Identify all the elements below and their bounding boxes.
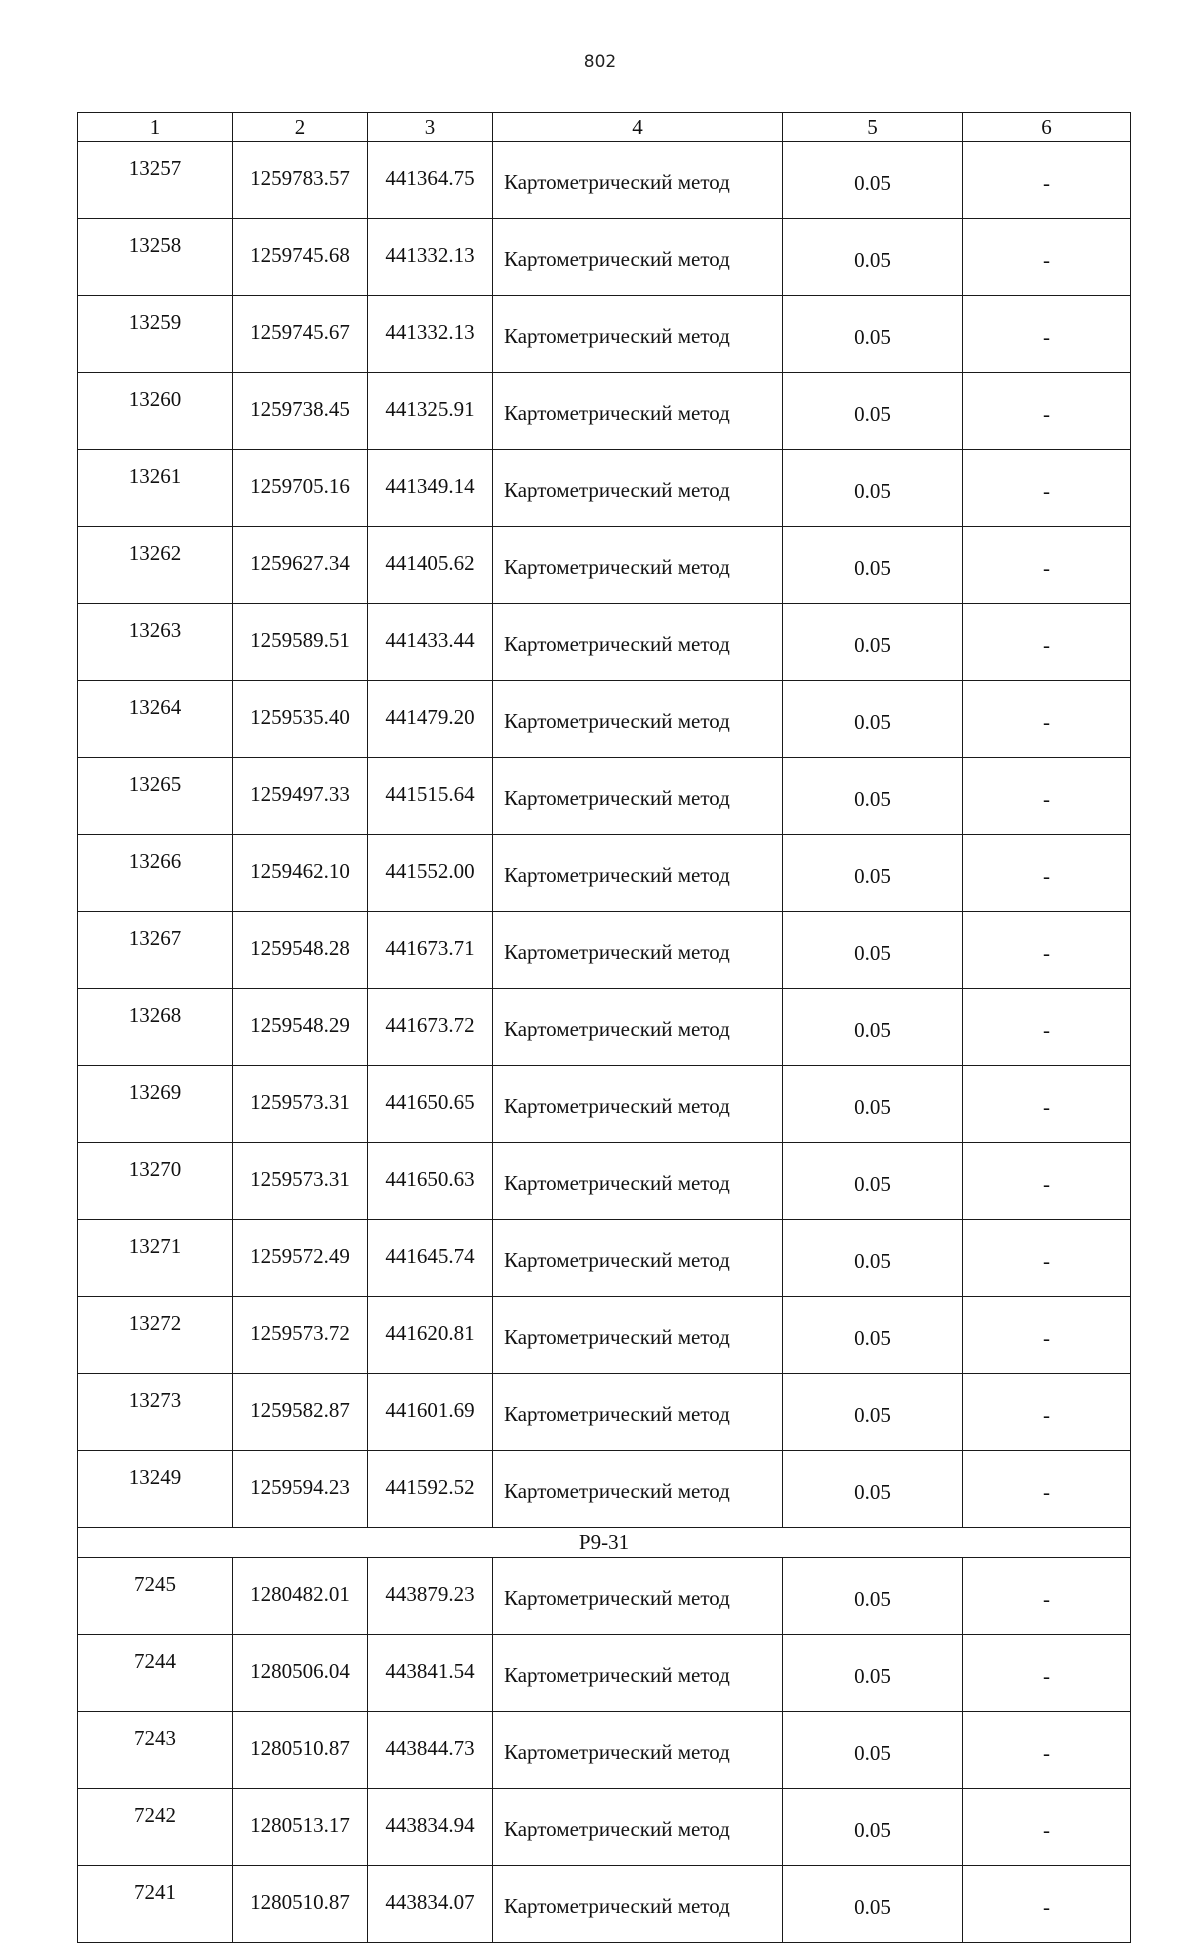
x-coordinate-cell: 1259594.23	[233, 1451, 368, 1528]
table-row	[78, 219, 1131, 296]
x-coordinate-cell: 1259462.10	[233, 835, 368, 912]
point-number-cell: 13270	[78, 1143, 233, 1220]
method-cell: Картометрический метод	[493, 142, 783, 219]
point-number-cell: 13266	[78, 835, 233, 912]
y-coordinate-cell: 441552.00	[368, 835, 493, 912]
table-row	[78, 1066, 1131, 1143]
point-number-cell: 13267	[78, 912, 233, 989]
point-number-cell: 7245	[78, 1558, 233, 1635]
table-row	[78, 681, 1131, 758]
header-cell-4: 4	[493, 113, 783, 142]
table-row	[78, 989, 1131, 1066]
point-number-cell: 13271	[78, 1220, 233, 1297]
method-cell: Картометрический метод	[493, 1374, 783, 1451]
notes-cell: -	[963, 604, 1131, 681]
table-row	[78, 1712, 1131, 1789]
x-coordinate-cell: 1259572.49	[233, 1220, 368, 1297]
x-coordinate-cell: 1259535.40	[233, 681, 368, 758]
x-coordinate-cell: 1259738.45	[233, 373, 368, 450]
y-coordinate-cell: 441673.72	[368, 989, 493, 1066]
y-coordinate-cell: 441592.52	[368, 1451, 493, 1528]
notes-cell: -	[963, 1712, 1131, 1789]
y-coordinate-cell: 441650.65	[368, 1066, 493, 1143]
x-coordinate-cell: 1259548.28	[233, 912, 368, 989]
point-number-cell: 13259	[78, 296, 233, 373]
x-coordinate-cell: 1259573.31	[233, 1066, 368, 1143]
accuracy-cell: 0.05	[783, 758, 963, 835]
accuracy-cell: 0.05	[783, 1374, 963, 1451]
method-cell: Картометрический метод	[493, 527, 783, 604]
x-coordinate-cell: 1259627.34	[233, 527, 368, 604]
notes-cell: -	[963, 1789, 1131, 1866]
y-coordinate-cell: 443834.94	[368, 1789, 493, 1866]
method-cell: Картометрический метод	[493, 912, 783, 989]
header-cell-1: 1	[78, 113, 233, 142]
method-cell: Картометрический метод	[493, 1451, 783, 1528]
x-coordinate-cell: 1259497.33	[233, 758, 368, 835]
notes-cell: -	[963, 527, 1131, 604]
point-number-cell: 13258	[78, 219, 233, 296]
accuracy-cell: 0.05	[783, 527, 963, 604]
y-coordinate-cell: 441620.81	[368, 1297, 493, 1374]
method-cell: Картометрический метод	[493, 1558, 783, 1635]
x-coordinate-cell: 1259783.57	[233, 142, 368, 219]
notes-cell: -	[963, 450, 1131, 527]
notes-cell: -	[963, 1143, 1131, 1220]
point-number-cell: 13264	[78, 681, 233, 758]
point-number-cell: 13269	[78, 1066, 233, 1143]
table-row	[78, 1789, 1131, 1866]
point-number-cell: 13257	[78, 142, 233, 219]
method-cell: Картометрический метод	[493, 758, 783, 835]
method-cell: Картометрический метод	[493, 1635, 783, 1712]
accuracy-cell: 0.05	[783, 142, 963, 219]
y-coordinate-cell: 441650.63	[368, 1143, 493, 1220]
notes-cell: -	[963, 758, 1131, 835]
point-number-cell: 13265	[78, 758, 233, 835]
point-number-cell: 7241	[78, 1866, 233, 1943]
accuracy-cell: 0.05	[783, 1712, 963, 1789]
accuracy-cell: 0.05	[783, 1789, 963, 1866]
coordinates-table-body	[78, 113, 1131, 1943]
accuracy-cell: 0.05	[783, 835, 963, 912]
point-number-cell: 13262	[78, 527, 233, 604]
method-cell: Картометрический метод	[493, 1066, 783, 1143]
y-coordinate-cell: 441645.74	[368, 1220, 493, 1297]
point-number-cell: 13249	[78, 1451, 233, 1528]
method-cell: Картометрический метод	[493, 1220, 783, 1297]
table-row	[78, 1374, 1131, 1451]
accuracy-cell: 0.05	[783, 373, 963, 450]
point-number-cell: 13260	[78, 373, 233, 450]
y-coordinate-cell: 441332.13	[368, 219, 493, 296]
x-coordinate-cell: 1259745.68	[233, 219, 368, 296]
notes-cell: -	[963, 1558, 1131, 1635]
y-coordinate-cell: 443879.23	[368, 1558, 493, 1635]
y-coordinate-cell: 441405.62	[368, 527, 493, 604]
point-number-cell: 7243	[78, 1712, 233, 1789]
header-cell-5: 5	[783, 113, 963, 142]
x-coordinate-cell: 1259573.72	[233, 1297, 368, 1374]
table-row	[78, 1558, 1131, 1635]
table-row	[78, 1297, 1131, 1374]
method-cell: Картометрический метод	[493, 450, 783, 527]
accuracy-cell: 0.05	[783, 1143, 963, 1220]
point-number-cell: 13268	[78, 989, 233, 1066]
accuracy-cell: 0.05	[783, 219, 963, 296]
y-coordinate-cell: 441515.64	[368, 758, 493, 835]
notes-cell: -	[963, 1066, 1131, 1143]
x-coordinate-cell: 1280510.87	[233, 1866, 368, 1943]
table-row	[78, 527, 1131, 604]
table-row	[78, 1635, 1131, 1712]
table-row	[78, 1220, 1131, 1297]
notes-cell: -	[963, 1635, 1131, 1712]
notes-cell: -	[963, 1451, 1131, 1528]
notes-cell: -	[963, 1866, 1131, 1943]
x-coordinate-cell: 1280506.04	[233, 1635, 368, 1712]
accuracy-cell: 0.05	[783, 1297, 963, 1374]
x-coordinate-cell: 1259745.67	[233, 296, 368, 373]
notes-cell: -	[963, 1297, 1131, 1374]
table-row	[78, 296, 1131, 373]
notes-cell: -	[963, 681, 1131, 758]
table-row	[78, 604, 1131, 681]
y-coordinate-cell: 441673.71	[368, 912, 493, 989]
x-coordinate-cell: 1259589.51	[233, 604, 368, 681]
accuracy-cell: 0.05	[783, 681, 963, 758]
method-cell: Картометрический метод	[493, 1143, 783, 1220]
x-coordinate-cell: 1259705.16	[233, 450, 368, 527]
y-coordinate-cell: 441479.20	[368, 681, 493, 758]
table-row	[78, 373, 1131, 450]
y-coordinate-cell: 441601.69	[368, 1374, 493, 1451]
x-coordinate-cell: 1280482.01	[233, 1558, 368, 1635]
accuracy-cell: 0.05	[783, 989, 963, 1066]
x-coordinate-cell: 1259548.29	[233, 989, 368, 1066]
method-cell: Картометрический метод	[493, 604, 783, 681]
accuracy-cell: 0.05	[783, 296, 963, 373]
accuracy-cell: 0.05	[783, 912, 963, 989]
notes-cell: -	[963, 373, 1131, 450]
method-cell: Картометрический метод	[493, 835, 783, 912]
header-cell-3: 3	[368, 113, 493, 142]
accuracy-cell: 0.05	[783, 450, 963, 527]
method-cell: Картометрический метод	[493, 681, 783, 758]
y-coordinate-cell: 443841.54	[368, 1635, 493, 1712]
table-row	[78, 1866, 1131, 1943]
point-number-cell: 13263	[78, 604, 233, 681]
table-row	[78, 450, 1131, 527]
notes-cell: -	[963, 142, 1131, 219]
y-coordinate-cell: 441364.75	[368, 142, 493, 219]
point-number-cell: 7242	[78, 1789, 233, 1866]
point-number-cell: 7244	[78, 1635, 233, 1712]
method-cell: Картометрический метод	[493, 1297, 783, 1374]
page-number: 802	[583, 52, 617, 72]
table-row	[78, 1143, 1131, 1220]
accuracy-cell: 0.05	[783, 604, 963, 681]
method-cell: Картометрический метод	[493, 1712, 783, 1789]
point-number-cell: 13273	[78, 1374, 233, 1451]
method-cell: Картометрический метод	[493, 296, 783, 373]
x-coordinate-cell: 1259573.31	[233, 1143, 368, 1220]
notes-cell: -	[963, 989, 1131, 1066]
header-cell-6: 6	[963, 113, 1131, 142]
coordinates-table	[77, 112, 1131, 1943]
y-coordinate-cell: 443844.73	[368, 1712, 493, 1789]
notes-cell: -	[963, 219, 1131, 296]
table-row	[78, 912, 1131, 989]
table-row	[78, 1451, 1131, 1528]
method-cell: Картометрический метод	[493, 989, 783, 1066]
y-coordinate-cell: 441325.91	[368, 373, 493, 450]
notes-cell: -	[963, 912, 1131, 989]
method-cell: Картометрический метод	[493, 219, 783, 296]
x-coordinate-cell: 1280513.17	[233, 1789, 368, 1866]
accuracy-cell: 0.05	[783, 1558, 963, 1635]
x-coordinate-cell: 1280510.87	[233, 1712, 368, 1789]
y-coordinate-cell: 443834.07	[368, 1866, 493, 1943]
table-row	[78, 142, 1131, 219]
method-cell: Картометрический метод	[493, 1866, 783, 1943]
header-row	[78, 113, 1131, 142]
accuracy-cell: 0.05	[783, 1866, 963, 1943]
accuracy-cell: 0.05	[783, 1635, 963, 1712]
table-row	[78, 835, 1131, 912]
header-cell-2: 2	[233, 113, 368, 142]
y-coordinate-cell: 441349.14	[368, 450, 493, 527]
y-coordinate-cell: 441332.13	[368, 296, 493, 373]
x-coordinate-cell: 1259582.87	[233, 1374, 368, 1451]
method-cell: Картометрический метод	[493, 1789, 783, 1866]
table-row	[78, 758, 1131, 835]
method-cell: Картометрический метод	[493, 373, 783, 450]
accuracy-cell: 0.05	[783, 1066, 963, 1143]
section-label: Р9-31	[78, 1528, 1131, 1558]
point-number-cell: 13261	[78, 450, 233, 527]
accuracy-cell: 0.05	[783, 1220, 963, 1297]
section-row	[78, 1528, 1131, 1558]
point-number-cell: 13272	[78, 1297, 233, 1374]
notes-cell: -	[963, 1220, 1131, 1297]
notes-cell: -	[963, 835, 1131, 912]
y-coordinate-cell: 441433.44	[368, 604, 493, 681]
accuracy-cell: 0.05	[783, 1451, 963, 1528]
notes-cell: -	[963, 1374, 1131, 1451]
notes-cell: -	[963, 296, 1131, 373]
